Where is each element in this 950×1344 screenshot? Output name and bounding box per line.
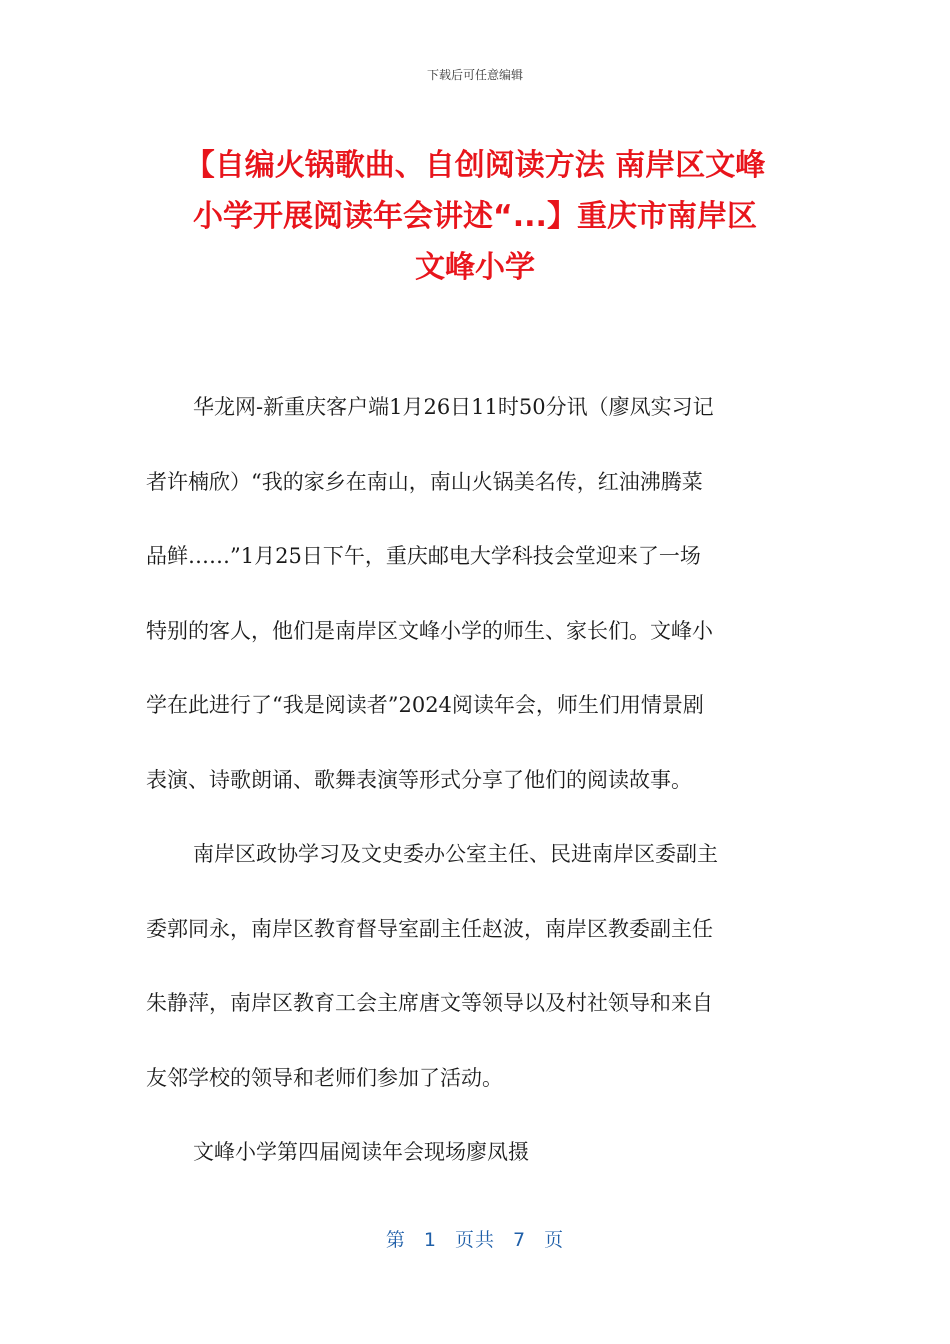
paragraph <box>146 370 806 817</box>
text-line: 文峰小学第四届阅读年会现场廖凤摄 <box>193 1140 529 1164</box>
text-line: 表演、诗歌朗诵、歌舞表演等形式分享了他们的阅读故事。 <box>146 767 692 792</box>
page-footer <box>0 1225 950 1252</box>
text-line: 朱静萍，南岸区教育工会主席唐文等领导以及村社领导和来自 <box>146 991 713 1015</box>
title-line: 【自编火锅歌曲、自创阅读方法 南岸区文峰 <box>184 148 766 183</box>
text-line: 特别的客人，他们是南岸区文峰小学的师生、家长们。文峰小 <box>146 618 713 643</box>
text-line: 华龙网-新重庆客户端1月26日11时50分讯（廖凤实习记 <box>193 395 714 419</box>
text-line: 者许楠欣）“我的家乡在南山，南山火锅美名传，红油沸腾菜 <box>146 469 703 494</box>
footer-middle: 页共 <box>454 1229 495 1251</box>
text-line: 学在此进行了“我是阅读者”2024阅读年会，师生们用情景剧 <box>146 693 704 717</box>
article-body <box>146 370 806 1190</box>
footer-prefix: 第 <box>385 1229 406 1251</box>
paragraph <box>146 1115 806 1190</box>
page-total: 7 <box>513 1229 527 1251</box>
paragraph <box>146 817 806 1115</box>
footer-suffix: 页 <box>544 1229 565 1251</box>
text-line: 南岸区政协学习及文史委办公室主任、民进南岸区委副主 <box>193 842 718 866</box>
document-title <box>140 140 810 293</box>
header-note: 下载后可任意编辑 <box>426 68 523 82</box>
text-line: 委郭同永，南岸区教育督导室副主任赵波，南岸区教委副主任 <box>146 916 713 941</box>
text-line: 友邻学校的领导和老师们参加了活动。 <box>146 1065 503 1090</box>
page-number: 1 <box>423 1229 437 1251</box>
title-line: 小学开展阅读年会讲述“...】重庆市南岸区 <box>193 199 757 234</box>
text-line: 品鲜……”1月25日下午，重庆邮电大学科技会堂迎来了一场 <box>146 544 701 568</box>
title-line: 文峰小学 <box>415 250 535 285</box>
